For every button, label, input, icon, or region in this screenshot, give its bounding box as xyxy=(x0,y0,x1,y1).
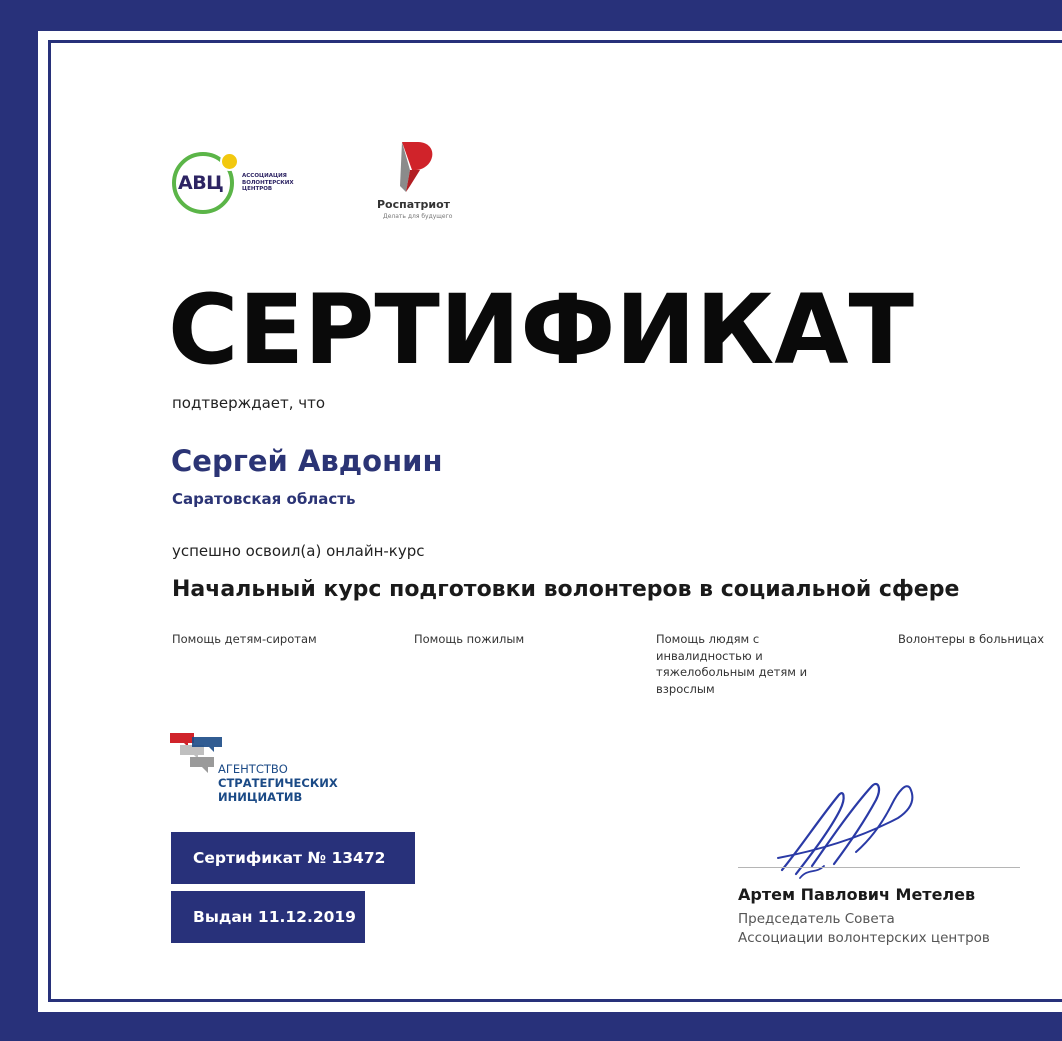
rospatriot-slogan: Делать для будущего xyxy=(383,213,453,220)
recipient-name: Сергей Авдонин xyxy=(171,444,443,478)
signer-position-line2: Ассоциации волонтерских центров xyxy=(738,930,990,946)
avc-logo-abbr: АВЦ xyxy=(178,172,224,194)
signature-icon xyxy=(760,778,930,888)
signer-name: Артем Павлович Метелев xyxy=(738,885,976,904)
asi-logo xyxy=(170,733,350,805)
certificate-number-badge: Сертификат № 13472 xyxy=(171,832,415,884)
signer-position-line1: Председатель Совета xyxy=(738,911,895,927)
asi-logo-line3: ИНИЦИАТИВ xyxy=(218,790,303,804)
asi-logo-line1: АГЕНТСТВО xyxy=(218,762,288,776)
completed-text: успешно освоил(а) онлайн-курс xyxy=(172,542,425,560)
issue-date-badge: Выдан 11.12.2019 xyxy=(171,891,365,943)
rospatriot-logo xyxy=(372,140,462,226)
avc-logo-text: АССОЦИАЦИЯ ВОЛОНТЕРСКИХ ЦЕНТРОВ xyxy=(242,173,294,192)
signature-line xyxy=(738,867,1020,868)
avc-logo xyxy=(170,150,305,222)
confirms-text: подтверждает, что xyxy=(172,394,326,412)
course-name: Начальный курс подготовки волонтеров в социальной сфере xyxy=(172,577,960,602)
certificate-title: СЕРТИФИКАТ xyxy=(168,274,915,386)
course-topic-elderly: Помощь пожилым xyxy=(414,632,525,646)
asi-logo-line2: СТРАТЕГИЧЕСКИХ xyxy=(218,776,338,790)
rospatriot-name: Роспатриот xyxy=(377,198,451,211)
avc-sun-dot-icon xyxy=(220,152,239,171)
recipient-region: Саратовская область xyxy=(172,490,356,508)
rospatriot-mark-icon xyxy=(396,140,436,196)
course-topic-disabled: Помощь людям с инвалидностью и тяжелобольным детям и взрослым xyxy=(656,632,808,696)
course-topic-orphans: Помощь детям-сиротам xyxy=(172,632,317,646)
course-topic-hospitals: Волонтеры в больницах xyxy=(898,632,1045,646)
